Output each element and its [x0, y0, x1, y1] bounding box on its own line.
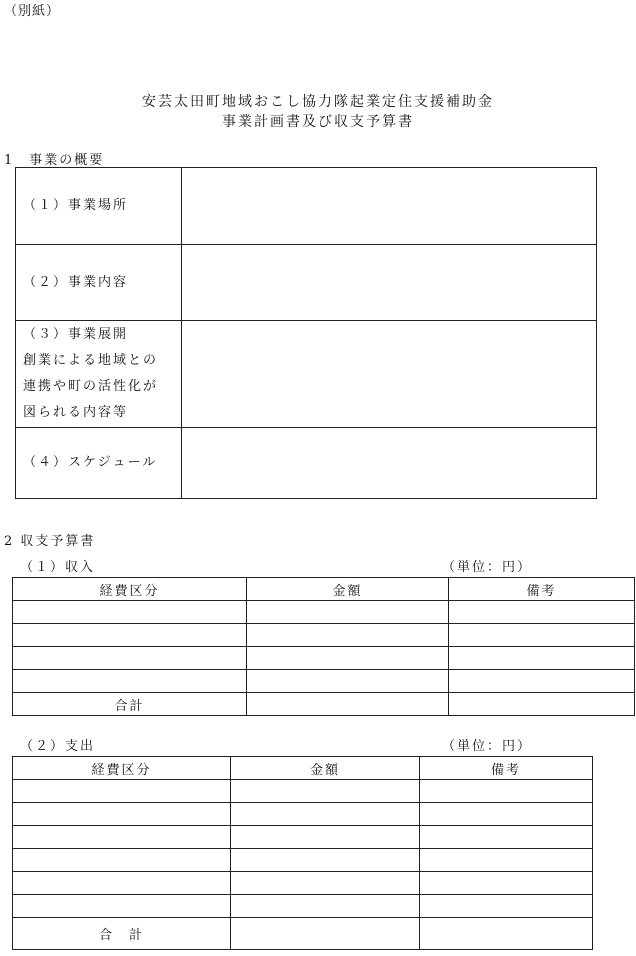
cell-amount[interactable]	[231, 849, 420, 872]
table-row	[13, 849, 593, 872]
cell-amount[interactable]	[231, 826, 420, 849]
table-row	[13, 780, 593, 803]
label-line: （４）スケジュール	[23, 455, 158, 470]
cell-category[interactable]	[13, 849, 231, 872]
cell-remarks[interactable]	[420, 803, 593, 826]
cell-amount[interactable]	[247, 601, 449, 624]
cell-category[interactable]	[13, 803, 231, 826]
overview-label-schedule	[16, 428, 182, 499]
income-heading: （１）収入	[20, 560, 96, 575]
cell-remarks[interactable]	[420, 826, 593, 849]
overview-row-development	[16, 321, 597, 428]
overview-value-development[interactable]	[182, 321, 597, 428]
cell-remarks[interactable]	[420, 849, 593, 872]
section1-heading: 1 事業の概要	[4, 153, 105, 168]
expense-unit-label: （単位：円）	[442, 739, 533, 754]
cell-category[interactable]	[13, 895, 231, 918]
cell-remarks[interactable]	[449, 601, 635, 624]
overview-value-content[interactable]	[182, 245, 597, 321]
title-line-1: 安芸太田町地域おこし協力隊起業定住支援補助金	[142, 94, 494, 110]
cell-amount[interactable]	[231, 780, 420, 803]
income-table	[12, 577, 635, 716]
overview-row-content	[16, 245, 597, 321]
table-header-row	[13, 757, 593, 780]
cell-remarks[interactable]	[420, 780, 593, 803]
column-header-remarks: 備考	[449, 578, 635, 601]
cell-category[interactable]	[13, 601, 247, 624]
cell-amount[interactable]	[231, 803, 420, 826]
appendix-label: （別紙）	[4, 4, 61, 19]
overview-label-location	[16, 168, 182, 245]
section2-heading: 2 収支予算書	[4, 534, 96, 549]
cell-category[interactable]	[13, 670, 247, 693]
cell-amount[interactable]	[247, 670, 449, 693]
column-header-amount: 金額	[231, 757, 420, 780]
expense-heading: （２）支出	[20, 739, 96, 754]
cell-amount[interactable]	[231, 872, 420, 895]
title-line-2: 事業計画書及び収支予算書	[222, 114, 414, 130]
overview-label-development	[16, 321, 182, 428]
table-row	[13, 647, 635, 670]
document-title	[0, 92, 636, 132]
cell-category[interactable]	[13, 624, 247, 647]
cell-category[interactable]	[13, 872, 231, 895]
cell-remarks[interactable]	[449, 624, 635, 647]
expense-table	[12, 756, 593, 950]
total-amount[interactable]	[231, 918, 420, 950]
total-remarks[interactable]	[449, 693, 635, 716]
table-row	[13, 803, 593, 826]
cell-category[interactable]	[13, 780, 231, 803]
total-remarks[interactable]	[420, 918, 593, 950]
table-row	[13, 601, 635, 624]
label-line: 図られる内容等	[23, 405, 129, 420]
cell-remarks[interactable]	[449, 670, 635, 693]
cell-category[interactable]	[13, 647, 247, 670]
cell-remarks[interactable]	[449, 647, 635, 670]
cell-remarks[interactable]	[420, 895, 593, 918]
table-row	[13, 670, 635, 693]
cell-amount[interactable]	[247, 647, 449, 670]
total-label: 合 計	[13, 918, 231, 950]
cell-remarks[interactable]	[420, 872, 593, 895]
label-line: （１）事業場所	[23, 198, 129, 213]
column-header-remarks: 備考	[420, 757, 593, 780]
column-header-amount: 金額	[247, 578, 449, 601]
business-overview-table	[15, 167, 597, 499]
overview-value-location[interactable]	[182, 168, 597, 245]
total-row	[13, 693, 635, 716]
overview-row-schedule	[16, 428, 597, 499]
label-line: 創業による地域との	[23, 353, 159, 368]
table-row	[13, 895, 593, 918]
label-line: （２）事業内容	[23, 274, 129, 290]
table-header-row	[13, 578, 635, 601]
table-row	[13, 826, 593, 849]
overview-label-content	[16, 245, 182, 321]
table-row	[13, 624, 635, 647]
label-line: （３）事業展開	[23, 327, 129, 342]
cell-category[interactable]	[13, 826, 231, 849]
cell-amount[interactable]	[231, 895, 420, 918]
column-header-category: 経費区分	[13, 578, 247, 601]
column-header-category: 経費区分	[13, 757, 231, 780]
total-label: 合計	[13, 693, 247, 716]
total-row	[13, 918, 593, 950]
income-unit-label: （単位：円）	[442, 560, 533, 575]
cell-amount[interactable]	[247, 624, 449, 647]
overview-row-location	[16, 168, 597, 245]
overview-value-schedule[interactable]	[182, 428, 597, 499]
total-amount[interactable]	[247, 693, 449, 716]
label-line: 連携や町の活性化が	[23, 379, 159, 394]
table-row	[13, 872, 593, 895]
